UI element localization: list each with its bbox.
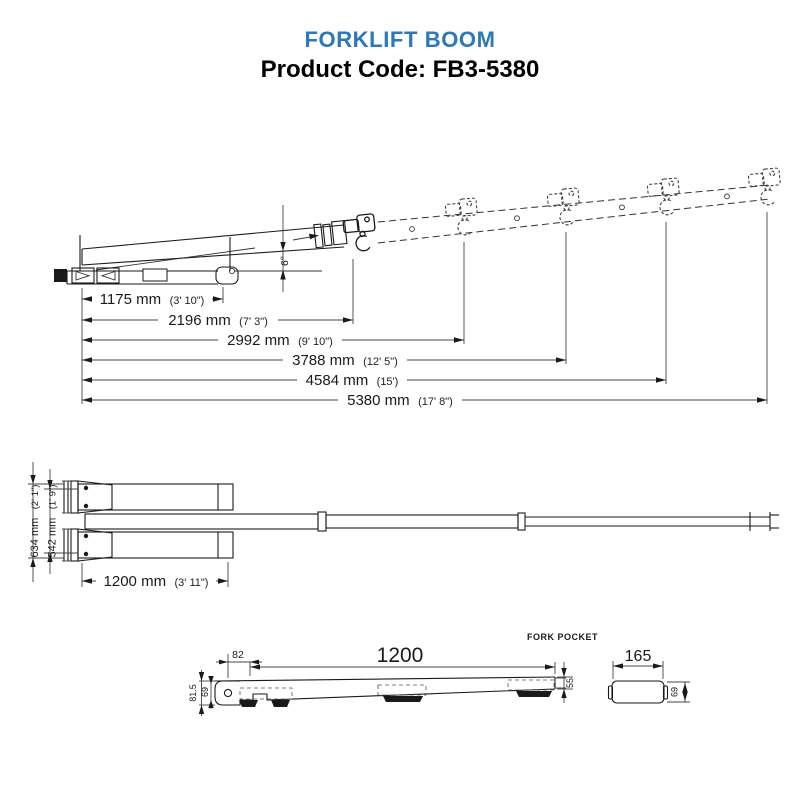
inner-height-label: 69 [200,686,210,698]
dim-imperial: (7' 3") [239,316,268,328]
top-view-dimensions [25,462,228,590]
dim-imperial: (3' 10") [169,295,205,307]
top-view [25,462,779,590]
top-pocket [62,481,233,513]
dim-imperial: (2' 1") [30,484,41,510]
tip-height-label: 55 [565,677,575,689]
detail-title: FORK POCKET [527,632,599,642]
detail-length-label: 1200 [376,644,424,667]
fork-pocket-detail [188,632,690,716]
boom-plan [85,512,779,531]
hook-retracted [343,214,378,253]
boom-extended-phantom [378,168,782,243]
dim-value: 1175 mm [99,291,162,308]
pocket-profile [215,677,566,707]
angle-dimension [234,205,322,292]
section-width-label: 165 [624,648,652,665]
dim-value: 634 mm [29,517,41,558]
section-height-label: 69 [669,686,680,698]
pocket-cross-section [609,648,691,703]
dim-value: 2992 mm [227,332,290,349]
boom-head [293,214,377,253]
dim-imperial: (9' 10") [298,336,333,348]
hook-position-1 [445,198,479,236]
product-code: Product Code: FB3-5380 [260,56,540,83]
fork-pocket-profile [54,267,238,284]
end-height-label: 81.5 [188,684,198,702]
dim-imperial: (17' 8") [418,396,453,408]
dim-imperial: (3' 11") [174,577,209,589]
front-foot [216,267,238,284]
dim-imperial: (12' 5") [363,356,398,368]
dim-value: 2196 mm [168,312,231,329]
rear-stop-block [54,269,67,282]
dim-imperial: (15') [376,376,399,388]
angle-label: 6° [279,255,291,267]
overall-width-label [25,485,42,558]
page-title: FORKLIFT BOOM [304,27,496,52]
hole-offset-label: 82 [232,649,244,661]
dim-value: 1200 mm [103,573,167,590]
side-view [54,168,782,409]
dim-value: 5380 mm [347,392,410,409]
boom-body [80,225,344,271]
dim-value: 542 mm [46,517,59,558]
length-dimensions [82,212,767,409]
bottom-pocket [62,529,233,561]
extend-direction-arrow [309,234,319,240]
dim-value: 4584 mm [305,372,369,389]
dim-imperial: (1' 9") [47,484,59,510]
inner-width-label [43,485,60,558]
dim-value: 3788 mm [292,352,355,369]
